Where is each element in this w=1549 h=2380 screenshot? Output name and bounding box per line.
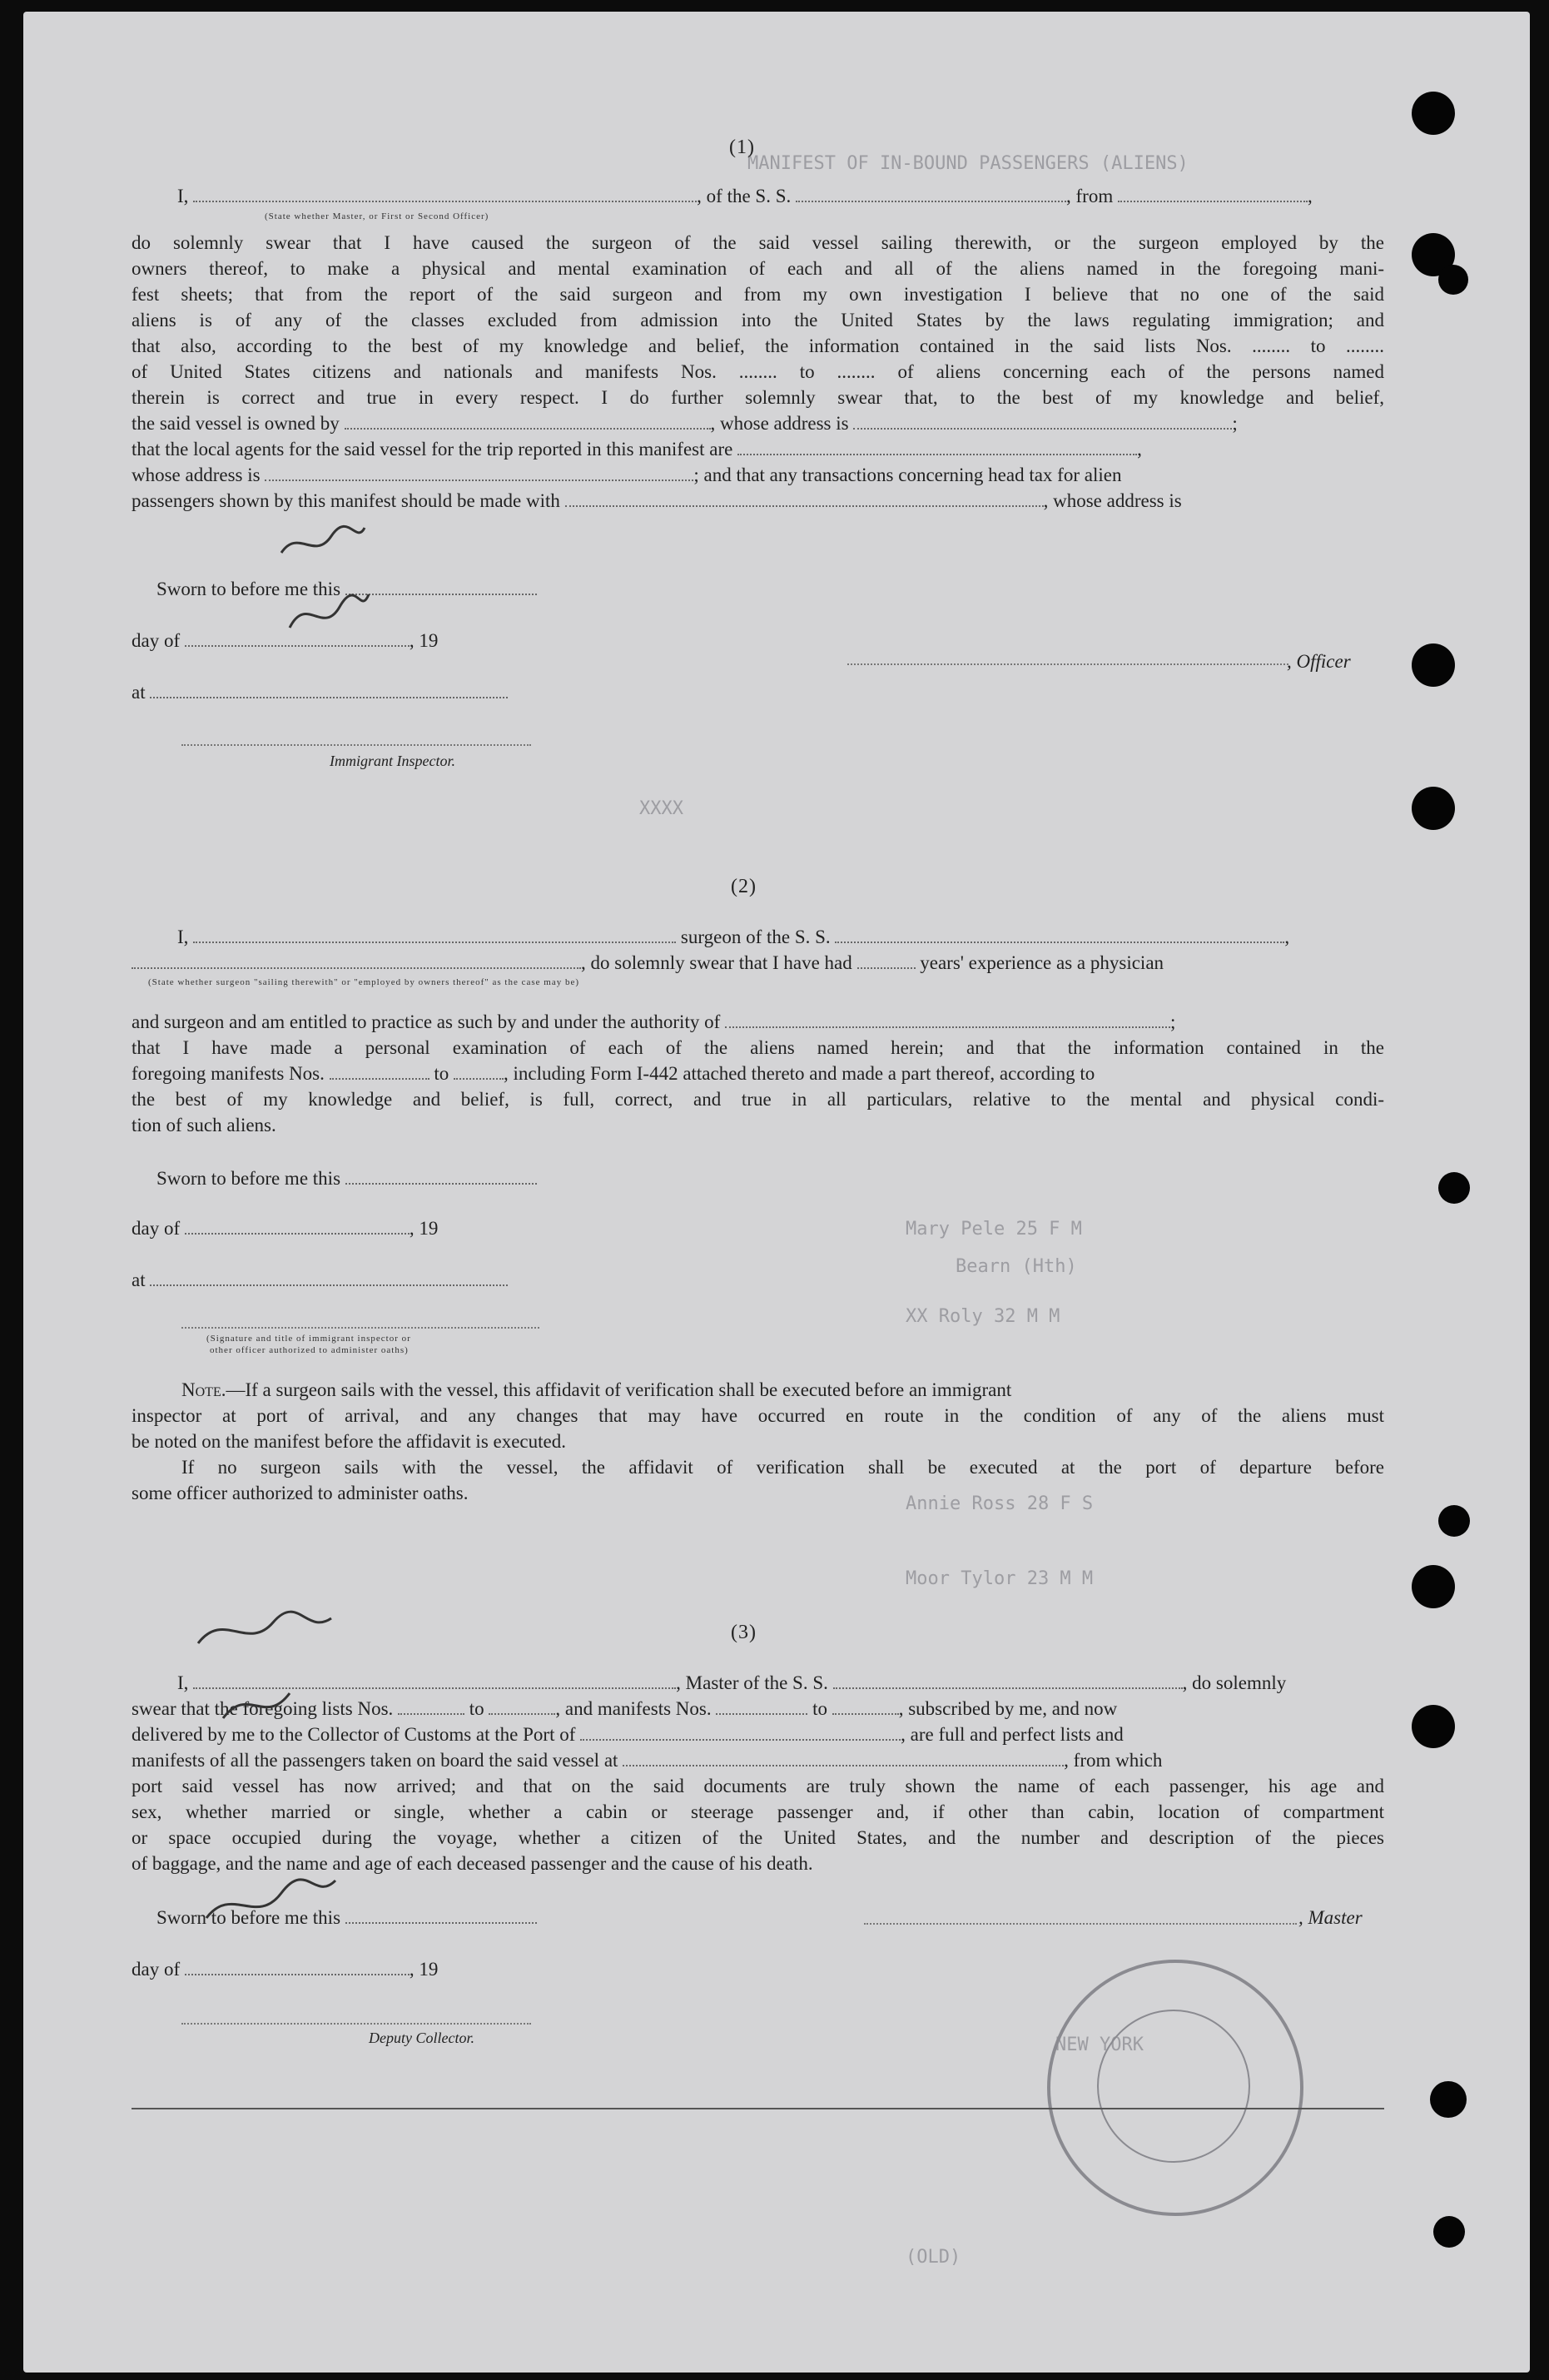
note-line-1: Note.—If a surgeon sails with the vessel, this affidavit of verification shall be executed before an immigrant xyxy=(181,1379,1012,1400)
s1-line-address: whose address is ; and that any transactions concerning head tax for alien xyxy=(132,465,1122,485)
punch-hole xyxy=(1412,92,1455,135)
s1-inspector-signature-line xyxy=(181,744,531,746)
punch-hole xyxy=(1412,787,1455,830)
s3-line-3: delivered by me to the Collector of Customs at the Port of , are full and perfect lists and xyxy=(132,1724,1124,1745)
s1-line-agents: that the local agents for the said vessel for the trip reported in this manifest are , xyxy=(132,439,1142,460)
s3-sworn: Sworn to before me this xyxy=(156,1905,537,1930)
s1-at: at xyxy=(132,679,508,705)
manifest-reverse-page xyxy=(23,12,1530,2373)
bleed-through-header: MANIFEST OF IN-BOUND PASSENGERS (ALIENS) xyxy=(747,153,1189,174)
section-1-number: (1) xyxy=(729,137,755,158)
s2-body-line-last: tion of such aliens. xyxy=(132,1115,276,1135)
handwritten-signature xyxy=(273,511,373,653)
s2-caption-2b: other officer authorized to administer oaths) xyxy=(210,1345,409,1355)
bleed-through-row: NEW YORK xyxy=(1055,2035,1144,2055)
bleed-through-row: Moor Tylor 23 M M xyxy=(906,1568,1094,1589)
s2-caption: (State whether surgeon "sailing therewith" or "employed by owners thereof" as the case may be) xyxy=(148,977,580,987)
punch-hole xyxy=(1430,2081,1467,2118)
note-line: inspector at port of arrival, and any changes that may have occurred en route in the condition of any of the aliens must xyxy=(132,1405,1384,1426)
s1-line-owned-by: the said vessel is owned by , whose address is ; xyxy=(132,413,1238,434)
s1-day-of: day of , 19 xyxy=(132,630,439,651)
s2-line-1: I, surgeon of the S. S. , xyxy=(177,927,1290,947)
s2-body-line: that I have made a personal examination of each of the aliens named herein; and that the information contained in the xyxy=(132,1037,1384,1058)
bottom-rule xyxy=(132,2108,1384,2109)
s3-line-4: manifests of all the passengers taken on board the said vessel at , from which xyxy=(132,1750,1163,1771)
s2-line-3: and surgeon and am entitled to practice as such by and under the authority of ; xyxy=(132,1011,1176,1032)
punch-hole xyxy=(1412,1565,1455,1608)
section-3-number: (3) xyxy=(731,1622,757,1643)
note-heading: Note. xyxy=(181,1379,226,1400)
s3-line-2: swear that the foregoing lists Nos. to , and manifests Nos. to , subscribed by me, and now xyxy=(132,1698,1118,1719)
s1-officer-signature-line xyxy=(847,663,1288,665)
s2-day-of: day of , 19 xyxy=(132,1218,439,1239)
punch-hole xyxy=(1433,2216,1465,2248)
bleed-through-row: Mary Pele 25 F M xyxy=(906,1219,1082,1240)
s2-line-5: foregoing manifests Nos. to , including Form I-442 attached thereto and made a part thereof, according to xyxy=(132,1063,1095,1084)
s1-officer-label: , Officer xyxy=(1287,651,1351,672)
s1-line-1: I, , of the S. S. , from , xyxy=(177,186,1313,206)
punch-hole xyxy=(1412,1705,1455,1748)
s2-caption-2a: (Signature and title of immigrant inspector or xyxy=(206,1334,411,1344)
bleed-through-row: Bearn (Hth) xyxy=(956,1256,1077,1277)
note-paragraph-2: If no surgeon sails with the vessel, the affidavit of verification shall be executed at the port of departure before xyxy=(181,1457,1384,1478)
punch-hole xyxy=(1412,643,1455,687)
note-line: be noted on the manifest before the affidavit is executed. xyxy=(132,1431,566,1452)
s3-body-line: port said vessel has now arrived; and that on the said documents are truly shown the name of each passenger, his age and xyxy=(132,1776,1384,1796)
s2-at: at xyxy=(132,1267,508,1293)
ink-stamp-inner xyxy=(1097,2010,1250,2163)
s2-line-2: , do solemnly swear that I have had years' experience as a physician xyxy=(132,950,1164,976)
bleed-through-row: XX Roly 32 M M xyxy=(906,1306,1060,1327)
s1-body-line: owners thereof, to make a physical and mental examination of each and all of the aliens named in the foregoing mani- xyxy=(132,258,1384,279)
s1-body-line: that also, according to the best of my knowledge and belief, the information contained in the said lists Nos. ........ to ........ xyxy=(132,335,1384,356)
punch-hole xyxy=(1438,1172,1470,1204)
s3-collector-signature-line xyxy=(181,2023,531,2025)
s1-caption: (State whether Master, or First or Second Officer) xyxy=(265,211,489,221)
s3-body-line: sex, whether married or single, whether a cabin or steerage passenger and, if other than cabin, location of compartment xyxy=(132,1801,1384,1822)
s1-line-head-tax: passengers shown by this manifest should be made with , whose address is xyxy=(132,490,1182,511)
bleed-through-row: (OLD) xyxy=(906,2247,961,2268)
s1-body-line: therein is correct and true in every respect. I do further solemnly swear that, to the best of my knowledge and belief, xyxy=(132,387,1384,408)
handwritten-signature xyxy=(190,1593,340,1943)
s1-body-line: aliens is of any of the classes excluded from admission into the United States by the laws regulating immigration; and xyxy=(132,310,1384,330)
s1-body-line: of United States citizens and nationals and manifests Nos. ........ to ........ of aliens concerning each of the persons named xyxy=(132,361,1384,382)
s1-body-line: fest sheets; that from the report of the said surgeon and from my own investigation I believe that no one of the said xyxy=(132,284,1384,305)
s2-signature-line xyxy=(181,1327,539,1329)
s1-body-line: do solemnly swear that I have caused the surgeon of the said vessel sailing therewith, or the surgeon employed by the xyxy=(132,232,1384,253)
s3-body-line: or space occupied during the voyage, whether a citizen of the United States, and the number and description of the pieces xyxy=(132,1827,1384,1848)
bleed-through-row: XXXX xyxy=(639,798,683,819)
s3-master-label: , Master xyxy=(1298,1907,1363,1928)
punch-hole xyxy=(1438,1505,1470,1537)
s3-collector-label: Deputy Collector. xyxy=(369,2030,474,2046)
s1-inspector-label: Immigrant Inspector. xyxy=(330,753,455,769)
s2-body-line: the best of my knowledge and belief, is full, correct, and true in all particulars, relative to the mental and physical condi- xyxy=(132,1089,1384,1110)
s3-body-line-last: of baggage, and the name and age of each deceased passenger and the cause of his death. xyxy=(132,1853,813,1874)
s3-line-1: I, , Master of the S. S. , do solemnly xyxy=(177,1672,1287,1693)
s3-master-signature-line xyxy=(864,1923,1297,1925)
s3-day-of: day of , 19 xyxy=(132,1959,439,1980)
s2-sworn: Sworn to before me this xyxy=(156,1165,537,1191)
section-2-number: (2) xyxy=(731,876,757,897)
bleed-through-row: Annie Ross 28 F S xyxy=(906,1493,1094,1514)
punch-hole xyxy=(1438,265,1468,295)
s1-sworn: Sworn to before me this xyxy=(156,576,537,602)
note-paragraph-2-end: some officer authorized to administer oaths. xyxy=(132,1483,469,1503)
